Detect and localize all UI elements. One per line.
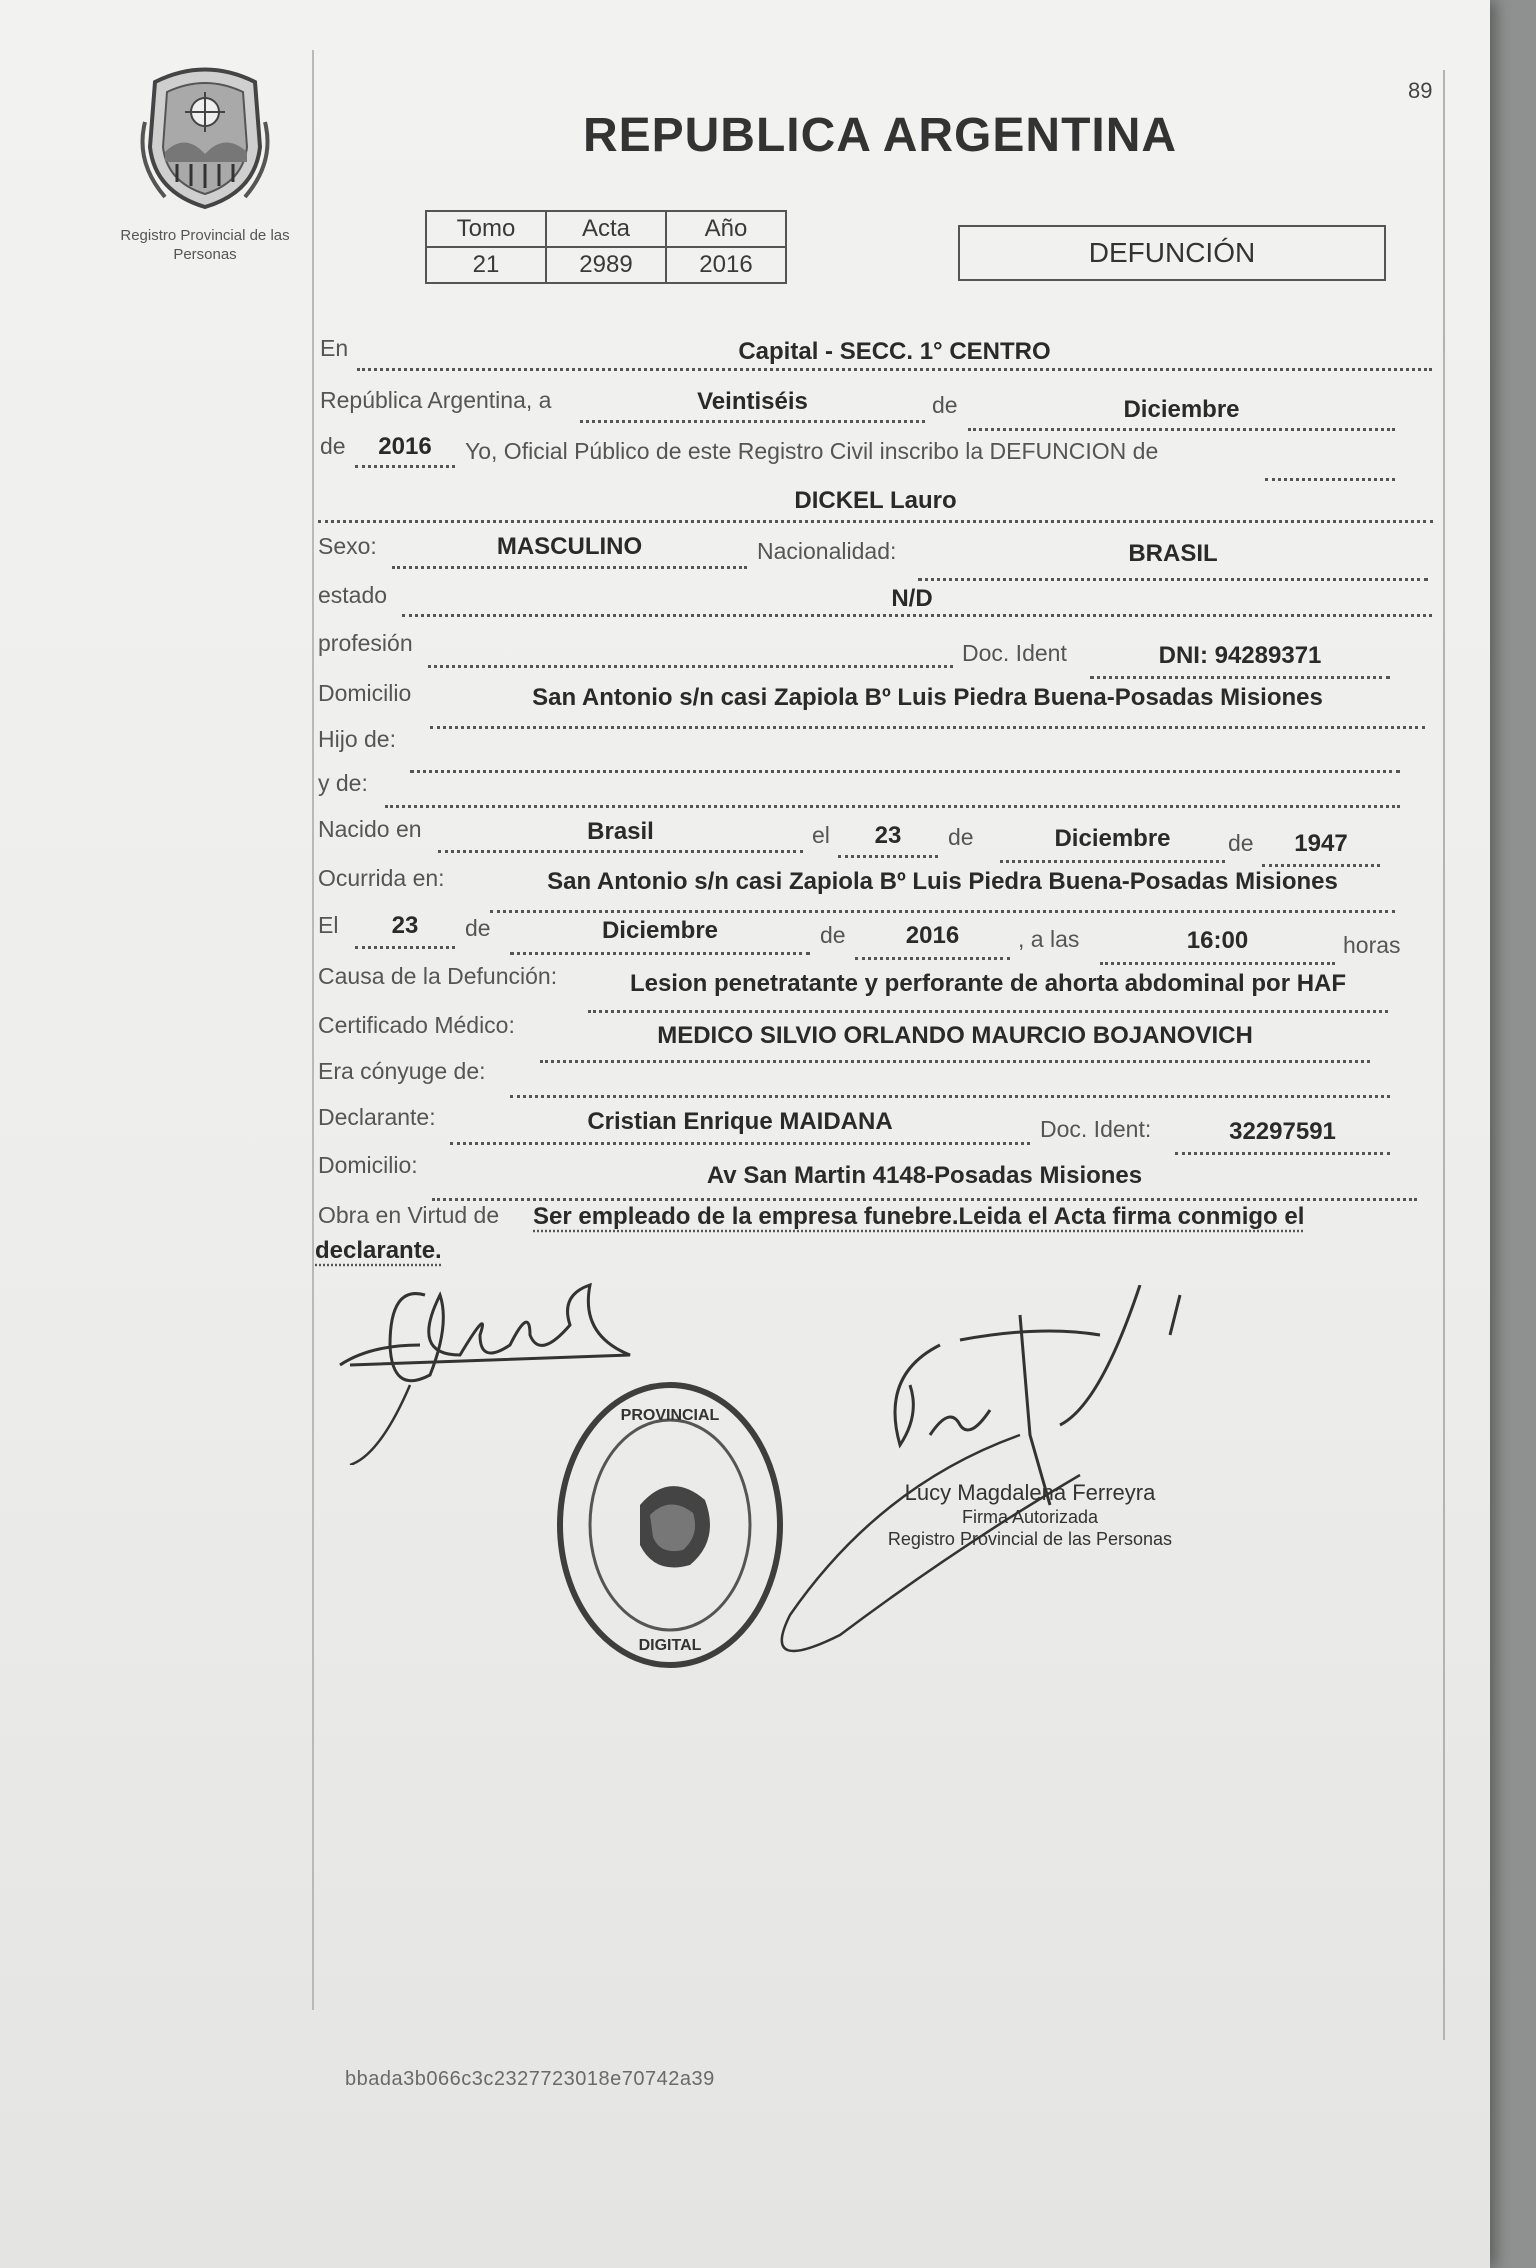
label-yo: Yo, Oficial Público de este Registro Civil inscribo la DEFUNCION de <box>465 438 1159 464</box>
label-de: de <box>948 824 974 850</box>
dotted-line <box>357 368 1432 371</box>
dotted-line <box>1262 864 1380 867</box>
label-de: de <box>320 433 346 459</box>
dotted-line <box>1000 860 1225 863</box>
label-en: En <box>320 335 349 361</box>
dotted-line <box>355 465 455 468</box>
left-margin-line <box>312 50 314 2010</box>
value-nac-anio: 1947 <box>1294 830 1348 857</box>
official-title: Firma Autorizada <box>961 1507 1099 1527</box>
dotted-line <box>1175 1152 1390 1155</box>
label-domicilio: Domicilio <box>318 680 412 706</box>
table-header-tomo: Tomo <box>426 211 546 247</box>
value-hora: 16:00 <box>1186 927 1249 954</box>
dotted-line <box>318 520 1433 523</box>
label-domicilio-2: Domicilio: <box>318 1152 418 1178</box>
value-declarante-doc: 32297591 <box>1229 1118 1336 1145</box>
document-hash: bbada3b066c3c2327723018e70742a39 <box>345 2068 715 2090</box>
value-dia: Veintiséis <box>697 388 808 415</box>
value-lugar: Capital - SECC. 1° CENTRO <box>738 338 1051 365</box>
value-obra-texto: Ser empleado de la empresa funebre.Leida el Acta firma conmigo el declarante. <box>315 1203 1305 1264</box>
label-certificado: Certificado Médico: <box>318 1012 515 1038</box>
dotted-line <box>540 1060 1370 1063</box>
label-el: El <box>318 912 339 938</box>
province-crest-icon <box>135 62 275 212</box>
label-de: de <box>820 922 846 948</box>
value-declarante: Cristian Enrique MAIDANA <box>587 1108 893 1135</box>
label-obra: Obra en Virtud de <box>318 1202 500 1228</box>
dotted-line <box>438 850 803 853</box>
label-declarante: Declarante: <box>318 1104 436 1130</box>
dotted-line <box>355 946 455 949</box>
svg-text:PROVINCIAL: PROVINCIAL <box>620 1407 720 1424</box>
volume-table <box>425 210 787 284</box>
label-el: el <box>812 822 830 848</box>
label-de: de <box>465 915 491 941</box>
label-republica: República Argentina, a <box>320 387 552 413</box>
official-name: Lucy Magdalena Ferreyra <box>904 1480 1156 1505</box>
label-y-de: y de: <box>318 770 368 796</box>
value-def-dia: 23 <box>391 912 419 939</box>
dotted-line <box>385 805 1400 808</box>
table-value-anio: 2016 <box>666 247 786 283</box>
dotted-line <box>580 420 925 423</box>
dotted-line <box>392 566 747 569</box>
value-causa: Lesion penetratante y perforante de ahorta abdominal por HAF <box>629 970 1347 997</box>
table-value-acta: 2989 <box>546 247 666 283</box>
dotted-line <box>968 428 1395 431</box>
value-doc: DNI: 94289371 <box>1158 642 1322 669</box>
label-nacido-en: Nacido en <box>318 816 422 842</box>
page-number: 89 <box>1408 78 1433 103</box>
dotted-line <box>855 957 1010 960</box>
registry-label: Registro Provincial de las Personas <box>120 227 290 263</box>
label-estado: estado <box>318 582 388 608</box>
dotted-line <box>510 952 810 955</box>
page-title: REPUBLICA ARGENTINA <box>582 109 1178 162</box>
dotted-line <box>588 1010 1388 1013</box>
official-signature-block <box>880 1480 1180 1550</box>
value-certificado: MEDICO SILVIO ORLANDO MAURCIO BOJANOVICH <box>657 1022 1253 1049</box>
value-def-anio: 2016 <box>905 922 960 949</box>
value-nacionalidad: BRASIL <box>1128 540 1218 567</box>
dotted-line <box>410 770 1400 773</box>
label-sexo: Sexo: <box>318 533 377 559</box>
table-header-acta: Acta <box>546 211 666 247</box>
label-hijo-de: Hijo de: <box>318 726 396 752</box>
value-nacido-en: Brasil <box>587 818 654 845</box>
value-ocurrida-en: San Antonio s/n casi Zapiola Bº Luis Piedra Buena-Posadas Misiones <box>547 868 1338 895</box>
table-header-anio: Año <box>666 211 786 247</box>
value-domicilio: San Antonio s/n casi Zapiola Bº Luis Piedra Buena-Posadas Misiones <box>532 684 1323 711</box>
label-a-las: , a las <box>1018 926 1080 952</box>
dotted-line <box>1100 962 1335 965</box>
label-ocurrida-en: Ocurrida en: <box>318 865 445 891</box>
dotted-line <box>428 665 953 668</box>
value-mes: Diciembre <box>1123 396 1240 423</box>
act-type-box: DEFUNCIÓN <box>958 225 1386 281</box>
value-nombre: DICKEL Lauro <box>794 487 957 514</box>
value-declarante-domicilio: Av San Martin 4148-Posadas Misiones <box>706 1162 1143 1189</box>
value-sexo: MASCULINO <box>496 533 643 560</box>
dotted-line <box>490 910 1395 913</box>
label-conyuge: Era cónyuge de: <box>318 1058 486 1084</box>
label-de: de <box>1228 830 1254 856</box>
right-margin-line <box>1443 70 1445 2040</box>
dotted-line <box>450 1142 1030 1145</box>
svg-text:DIGITAL: DIGITAL <box>638 1637 702 1654</box>
dotted-line <box>838 855 938 858</box>
official-seal-icon <box>545 1375 795 1675</box>
value-def-mes: Diciembre <box>601 917 719 944</box>
value-nac-dia: 23 <box>874 822 902 849</box>
value-anio: 2016 <box>378 433 432 460</box>
label-profesion: profesión <box>318 630 413 656</box>
dotted-line <box>430 726 1425 729</box>
label-causa: Causa de la Defunción: <box>318 963 558 989</box>
value-estado: N/D <box>891 585 933 612</box>
dotted-line <box>510 1095 1390 1098</box>
dotted-line <box>918 578 1428 581</box>
label-nacionalidad: Nacionalidad: <box>757 538 897 564</box>
dotted-line <box>1090 676 1390 679</box>
label-horas: horas <box>1343 932 1401 958</box>
official-org: Registro Provincial de las Personas <box>887 1529 1173 1549</box>
label-de: de <box>932 392 958 418</box>
table-value-tomo: 21 <box>426 247 546 283</box>
dotted-line <box>1265 478 1395 481</box>
dotted-line <box>402 614 1432 617</box>
label-doc-ident: Doc. Ident <box>962 640 1067 666</box>
label-doc-ident-2: Doc. Ident: <box>1040 1116 1152 1142</box>
value-nac-mes: Diciembre <box>1054 825 1171 852</box>
